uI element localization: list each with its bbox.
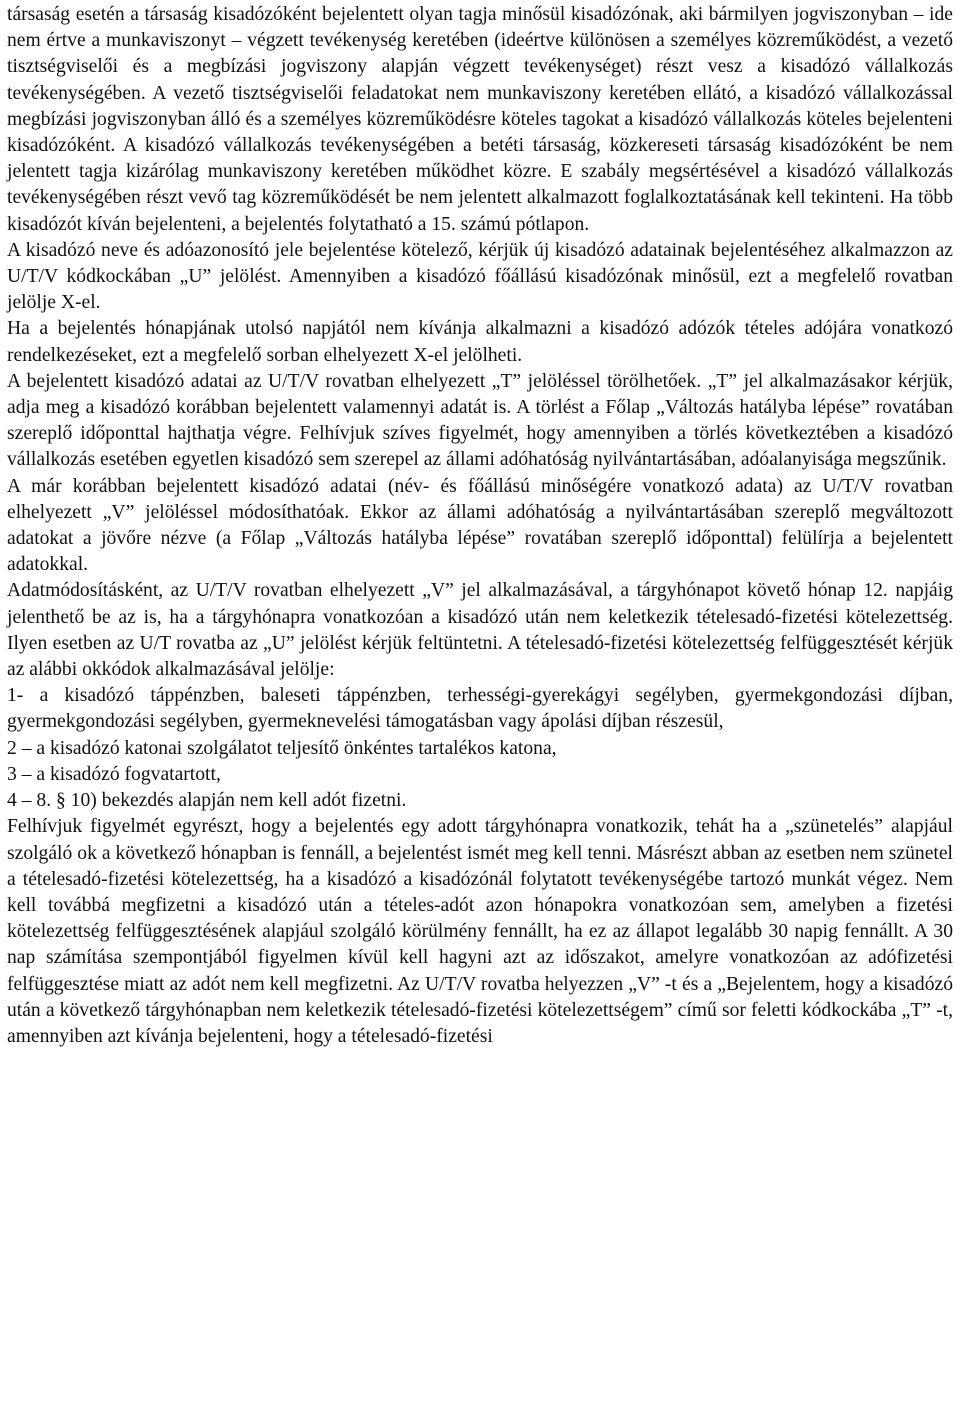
document-body <box>7 0 953 1050</box>
list-item-code-4: 4 – 8. § 10) bekezdés alapján nem kell adót fizetni. <box>7 790 407 812</box>
paragraph-modification: A már korábban bejelentett kisadózó adatai (név- és főállású minőségére vonatkozó adata) az U/T/V rovatban elhelyezett „V” jelöléssel módosíthatóak. Ekkor az állami adóhatóság a nyilvántartásában szereplő megváltozott adatokat a jövőre nézve (a Főlap „Változás hatályba lépése” rovatában szereplő időponttal) felülírja a bejelentett adatokkal. <box>7 475 953 576</box>
list-item-code-3: 3 – a kisadózó fogvatartott, <box>7 763 221 785</box>
paragraph-kisadozo-definition: társaság esetén a társaság kisadózóként bejelentett olyan tagja minősül kisadózónak, aki bármilyen jogviszonyban – ide nem értve a munkaviszonyt – végzett tevékenység keretében (ideértve különösen a személyes közreműködést, a vezető tisztségviselői és a megbízási jogviszony alapján végzett tevékenységet) részt vesz a kisadózó vállalkozás tevékenységében. A vezető tisztségviselői feladatokat nem munkaviszony keretében ellátó, a kisadózó vállalkozással megbízási jogviszonyban álló és a személyes közreműködésre köteles tagokat a kisadózó vállalkozás köteles bejelenteni kisadózóként. A kisadózó vállalkozás tevékenységében a betéti társaság, közkereseti társaság kisadózóként be nem jelentett tagja kizárólag munkaviszony keretében működhet közre. E szabály megsértésével a kisadózó vállalkozás tevékenységében részt vevő tag közreműködését be nem jelentett alkalmazott foglalkoztatásának kell tekinteni. Ha több kisadózót kíván bejelenteni, a bejelentés folytatható a 15. számú pótlapon. <box>7 4 953 235</box>
paragraph-name-tax-id: A kisadózó neve és adóazonosító jele bejelentése kötelező, kérjük új kisadózó adatainak bejelentéséhez alkalmazzon az U/T/V kódkockában „U” jelölést. Amennyiben a kisadózó főállású kisadózónak minősül, ezt a megfelelő rovatban jelölje X-el. <box>7 239 953 314</box>
paragraph-deletion: A bejelentett kisadózó adatai az U/T/V rovatban elhelyezett „T” jelöléssel törölhetőek. „T” jel alkalmazásakor kérjük, adja meg a kisadózó korábban bejelentett valamennyi adatát is. A törlést a Főlap „Változás hatályba lépése” rovatában szereplő időponttal hajthatja végre. Felhívjuk szíves figyelmét, hogy amennyiben a törlés következtében a kisadózó vállalkozás esetében egyetlen kisadózó sem szerepel az állami adóhatóság nyilvántartásában, adóalanyisága megszűnik. <box>7 370 953 471</box>
paragraph-opt-out: Ha a bejelentés hónapjának utolsó napjától nem kívánja alkalmazni a kisadózó adózók tételes adójára vonatkozó rendelkezéseket, ezt a megfelelő sorban elhelyezett X-el jelölheti. <box>7 318 953 366</box>
list-item-code-2: 2 – a kisadózó katonai szolgálatot teljesítő önkéntes tartalékos katona, <box>7 737 557 759</box>
paragraph-notice: Felhívjuk figyelmét egyrészt, hogy a bejelentés egy adott tárgyhónapra vonatkozik, tehát ha a „szünetelés” alapjául szolgáló ok a következő hónapban is fennáll, a bejelentést ismét meg kell tenni. Másrészt abban az esetben nem szünetel a tételesadó-fizetési kötelezettség, ha a kisadózó a kisadózónál folytatott tevékenységébe tartozó munkát végez. Nem kell továbbá megfizetni a kisadózó után a tételes-adót azon hónapokra vonatkozóan sem, amelyben a fizetési kötelezettség felfüggesztésének alapjául szolgáló körülmény fennállt, ha ez az állapot legalább 30 napig fennállt. A 30 nap számítása szempontjából figyelmen kívül kell hagyni azt az időszakot, amelyre vonatkozóan az adófizetési felfüggesztése miatt az adót nem kell megfizetni. Az U/T/V rovatba helyezzen „V” -t és a „Bejelentem, hogy a kisadózó után a következő tárgyhónapban nem keletkezik tételesadó-fizetési kötelezettségem” című sor feletti kódkockába „T” -t, amennyiben azt kívánja bejelenteni, hogy a tételesadó-fizetési <box>7 816 953 1047</box>
list-item-code-1: 1- a kisadózó táppénzben, baleseti táppénzben, terhességi-gyerekágyi segélyben, gyermekgondozási díjban, gyermekgondozási segélyben, gyermeknevelési támogatásban vagy ápolási díjban részesül, <box>7 685 953 733</box>
paragraph-suspension: Adatmódosításként, az U/T/V rovatban elhelyezett „V” jel alkalmazásával, a tárgyhónapot követő hónap 12. napjáig jelenthető be az is, ha a tárgyhónapra vonatkozóan a kisadózó után nem keletkezik tételesadó-fizetési kötelezettség. Ilyen esetben az U/T rovatba az „U” jelölést kérjük feltüntetni. A tételesadó-fizetési kötelezettség felfüggesztését kérjük az alábbi okkódok alkalmazásával jelölje: <box>7 580 953 681</box>
